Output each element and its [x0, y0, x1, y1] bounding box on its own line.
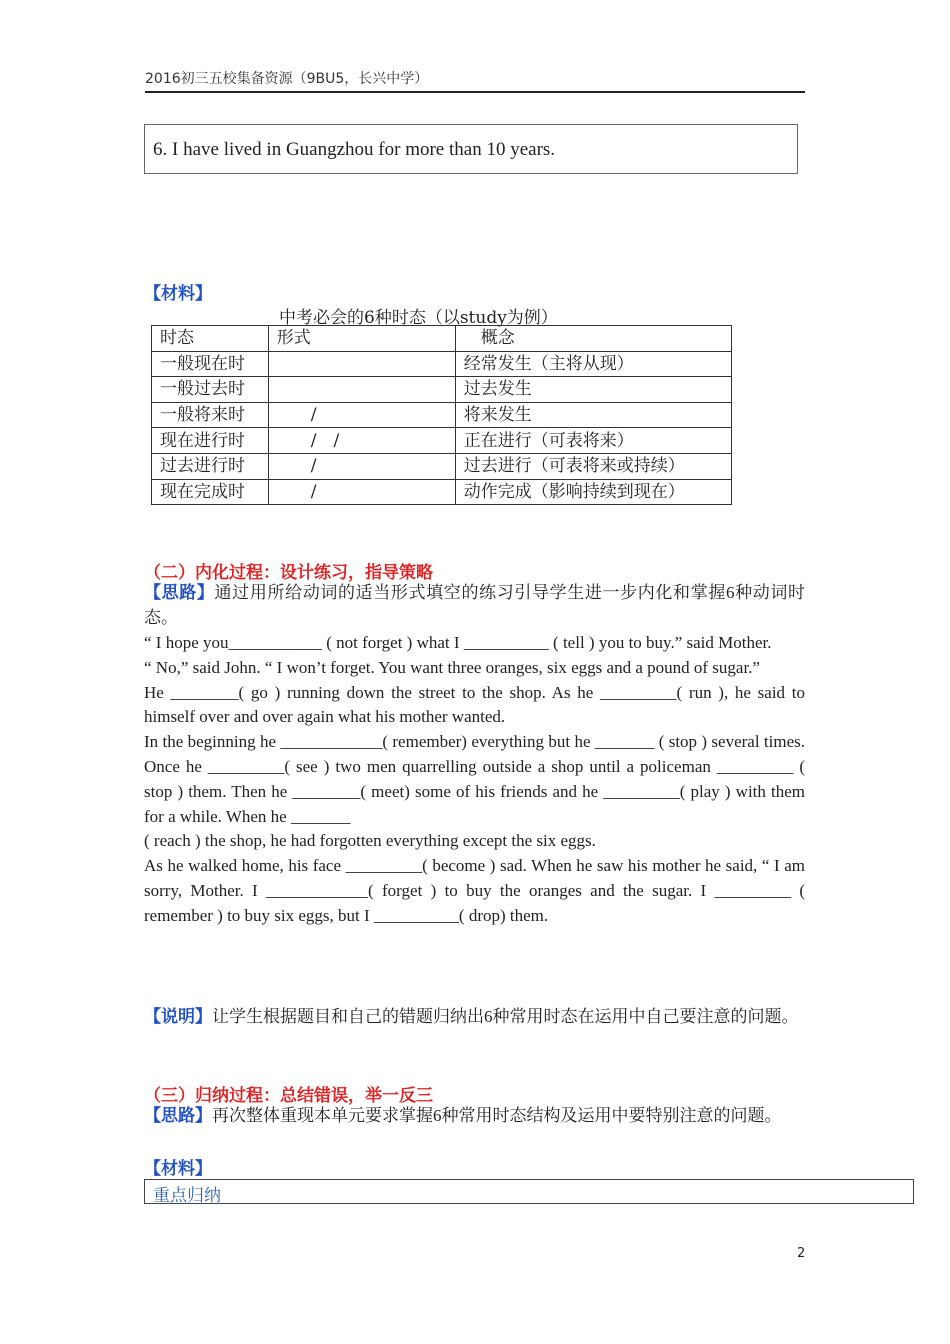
tense-cell: 一般现在时: [152, 351, 269, 377]
form-cell: [268, 377, 455, 403]
tense-cell: 现在完成时: [152, 479, 269, 505]
concept-cell: 将来发生: [455, 402, 731, 428]
tense-table: [151, 325, 732, 505]
form-cell: /: [268, 453, 455, 479]
form-cell: / /: [268, 428, 455, 454]
header-cell: 概念: [455, 326, 731, 352]
concept-cell: 经常发生（主将从现）: [455, 351, 731, 377]
exercise-paragraph: “ No,” said John. “ I won’t forget. You want three oranges, six eggs and a pound of sugar.”: [144, 657, 760, 677]
tense-cell: 过去进行时: [152, 453, 269, 479]
note-text: 让学生根据题目和自己的错题归纳出6种常用时态在运用中自己要注意的问题。: [212, 1007, 799, 1026]
summary-box: [144, 1179, 914, 1204]
concept-cell: 过去进行（可表将来或持续）: [455, 453, 731, 479]
header-cell: 形式: [268, 326, 455, 352]
material-label: 【材料】: [144, 1159, 212, 1179]
material-label: 【材料】: [144, 284, 212, 304]
exercise-paragraph: “ I hope you___________ ( not forget ) what I __________ ( tell ) you to buy.” said Mother.: [144, 633, 772, 652]
example-sentence-box: [144, 124, 798, 174]
exercise-paragraph: As he walked home, his face _________( become ) sad. When he saw his mother he said, “ I am sorry, Mother. I ____________( forget ) to buy the oranges and the sugar. I _________ ( remember ) to buy six eggs, but I __________( drop) them.: [144, 856, 805, 925]
table-row: [152, 453, 732, 479]
example-sentence: 6. I have lived in Guangzhou for more than 10 years.: [153, 139, 556, 160]
concept-cell: 过去发生: [455, 377, 731, 403]
exercise-paragraph: ( reach ) the shop, he had forgotten everything except the six eggs.: [144, 831, 596, 851]
section2-title: （二）内化过程：设计练习，指导策略: [144, 563, 433, 583]
note-label: 【说明】: [144, 1007, 212, 1027]
section2-idea: [144, 581, 805, 631]
page-header: 2016初三五校集备资源（9BU5，长兴中学）: [145, 68, 805, 93]
idea-label: 【思路】: [144, 583, 215, 603]
idea-label: 【思路】: [144, 1106, 212, 1126]
summary-box-label: 重点归纳: [153, 1186, 221, 1206]
form-cell: /: [268, 479, 455, 505]
tense-cell: 一般将来时: [152, 402, 269, 428]
exercise-text: [144, 631, 805, 929]
table-row: [152, 351, 732, 377]
header-cell: 时态: [152, 326, 269, 352]
tense-cell: 现在进行时: [152, 428, 269, 454]
concept-cell: 正在进行（可表将来）: [455, 428, 731, 454]
idea-text: 再次整体重现本单元要求掌握6种常用时态结构及运用中要特别注意的问题。: [212, 1106, 782, 1125]
exercise-paragraph: In the beginning he ____________( remember) everything but he _______ ( stop ) several times. Once he _________( see ) two men quarrelling outside a shop until a policeman _________ ( stop ) them. Then he ________( meet) some of his friends and he _________( play ) with them for a while. When he _______: [144, 732, 805, 826]
table-row: [152, 428, 732, 454]
concept-cell: 动作完成（影响持续到现在）: [455, 479, 731, 505]
section3-title: （三）归纳过程：总结错误，举一反三: [144, 1086, 433, 1106]
table-header-row: [152, 326, 732, 352]
idea-text: 通过用所给动词的适当形式填空的练习引导学生进一步内化和掌握6种动词时态。: [144, 583, 806, 627]
table-row: [152, 402, 732, 428]
table-caption: 中考必会的6种时态（以study为例）: [279, 308, 558, 328]
form-cell: /: [268, 402, 455, 428]
page-number: 2: [797, 1246, 806, 1261]
section3-idea: [144, 1104, 805, 1129]
exercise-paragraph: He ________( go ) running down the street to the shop. As he _________( run ), he said to himself over and over again what his mother wanted.: [144, 682, 805, 727]
table-row: [152, 479, 732, 505]
section2-note: [144, 1005, 805, 1030]
table-row: [152, 377, 732, 403]
form-cell: [268, 351, 455, 377]
tense-cell: 一般过去时: [152, 377, 269, 403]
